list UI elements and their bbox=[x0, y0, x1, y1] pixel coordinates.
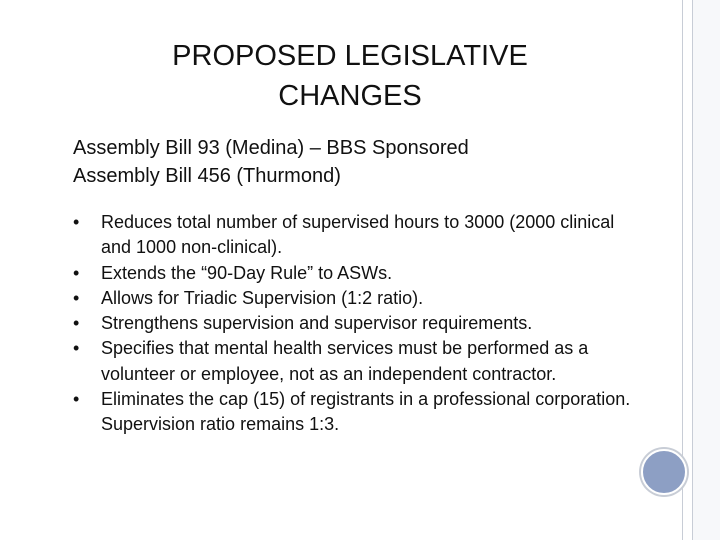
bullet-item bbox=[73, 261, 643, 286]
bill-item: Assembly Bill 456 (Thurmond) bbox=[73, 165, 341, 187]
bullet-text: Specifies that mental health services must be performed as a volunteer or employee, not as an independent contractor. bbox=[101, 338, 589, 384]
bullet-item bbox=[73, 210, 643, 261]
bullet-item bbox=[73, 286, 643, 311]
bullet-text: Reduces total number of supervised hours to 3000 (2000 clinical and 1000 non-clinical). bbox=[101, 212, 615, 258]
bill-item: Assembly Bill 93 (Medina) – BBS Sponsored bbox=[73, 137, 469, 159]
bullet-text: Strengthens supervision and supervisor requirements. bbox=[101, 313, 533, 334]
bullet-text: Allows for Triadic Supervision (1:2 ratio). bbox=[101, 287, 424, 308]
bullet-text: Eliminates the cap (15) of registrants in a professional corporation. Supervision ratio remains 1:3. bbox=[101, 389, 631, 435]
bullet-text: Extends the “90-Day Rule” to ASWs. bbox=[101, 262, 393, 283]
right-border-fill bbox=[693, 0, 720, 540]
bullet-item bbox=[73, 311, 643, 336]
right-border-line-inner bbox=[692, 0, 693, 540]
slide-title bbox=[60, 36, 640, 116]
bullet-list bbox=[73, 210, 643, 438]
slide-title-line-2: CHANGES bbox=[278, 80, 422, 112]
bullet-dot: • bbox=[73, 287, 80, 308]
bullet-item bbox=[73, 387, 643, 438]
bullet-dot: • bbox=[73, 338, 80, 359]
bill-list bbox=[73, 134, 469, 190]
bullet-dot: • bbox=[73, 212, 80, 232]
bullet-dot: • bbox=[73, 389, 80, 410]
decorative-circle bbox=[641, 449, 687, 495]
bullet-item bbox=[73, 336, 643, 387]
slide-title-line-1: PROPOSED LEGISLATIVE bbox=[172, 40, 528, 72]
bullet-dot: • bbox=[73, 313, 80, 334]
bullet-dot: • bbox=[73, 262, 80, 283]
